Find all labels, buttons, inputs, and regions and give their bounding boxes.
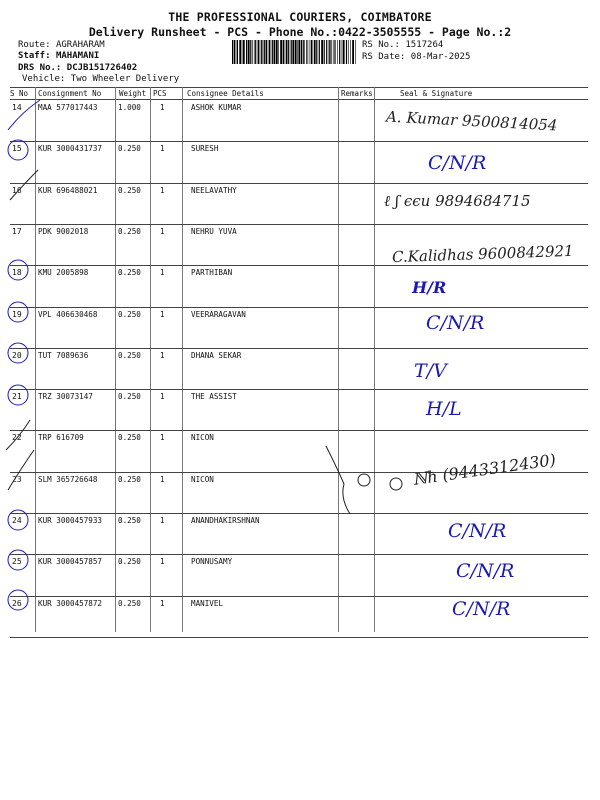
- table-top-border: [10, 87, 588, 88]
- rs-date-value: 08-Mar-2025: [410, 52, 471, 62]
- cell-consignment: KUR 3000457872: [38, 598, 103, 608]
- drs-label: DRS No.:: [18, 63, 62, 73]
- barcode-bar: [316, 40, 317, 64]
- remark-row-15: C/N/R: [428, 152, 487, 174]
- cell-consignee: NEELAVATHY: [191, 185, 237, 195]
- barcode-bar: [243, 40, 245, 64]
- barcode-bar: [348, 40, 349, 64]
- signature-row-17: C.Kalidhas 9600842921: [391, 241, 574, 267]
- barcode-bar: [255, 40, 256, 64]
- barcode-bar: [283, 40, 285, 64]
- barcode-bar: [352, 40, 354, 64]
- row-divider: [10, 637, 588, 638]
- cell-consignment: SLM 365726648: [38, 474, 98, 484]
- barcode-bar: [276, 40, 278, 64]
- barcode-bar: [237, 40, 238, 64]
- rs-no-line: [362, 40, 443, 50]
- cell-weight: 0.250: [118, 598, 141, 608]
- th-weight: Weight: [119, 89, 147, 98]
- barcode-bar: [250, 40, 251, 64]
- cell-sno: 14: [12, 103, 22, 112]
- rs-date-line: [362, 52, 470, 62]
- barcode-bar: [304, 40, 305, 64]
- barcode-bar: [297, 40, 298, 64]
- staff-label: Staff:: [18, 51, 51, 61]
- cell-sno: 17: [12, 226, 22, 236]
- barcode-bar: [286, 40, 288, 64]
- cell-weight: 0.250: [118, 185, 141, 195]
- barcode-bar: [335, 40, 336, 64]
- barcode-bar: [326, 40, 327, 64]
- barcode-bar: [258, 40, 260, 64]
- barcode-bar: [321, 40, 323, 64]
- barcode-bar: [272, 40, 273, 64]
- vehicle-value: Two Wheeler Delivery: [70, 74, 180, 84]
- rs-no-value: 1517264: [405, 40, 444, 50]
- cell-consignment: KUR 696488021: [38, 185, 98, 195]
- barcode-bar: [355, 40, 356, 64]
- th-seal-signature: Seal & Signature: [400, 89, 473, 98]
- barcode-bar: [333, 40, 334, 64]
- cell-consignee: SURESH: [191, 144, 219, 154]
- table-row: [10, 265, 588, 306]
- barcode-bar: [324, 40, 325, 64]
- signature-row-23-phone: (9443312430): [441, 450, 557, 485]
- cell-sno: 19: [12, 309, 22, 319]
- barcode-bar: [246, 40, 247, 64]
- cell-pcs: 1: [160, 433, 165, 443]
- cell-sno: 20: [12, 350, 22, 360]
- cell-weight: 0.250: [118, 474, 141, 484]
- table-row: [10, 472, 588, 513]
- cell-sno: 24: [12, 516, 22, 525]
- barcode-bar: [334, 40, 335, 64]
- remark-row-18: H/R: [412, 278, 447, 297]
- barcode-bar: [337, 40, 338, 64]
- cell-sno: 18: [12, 268, 22, 278]
- barcode-bar: [288, 40, 289, 64]
- staff-line: [18, 51, 99, 61]
- cell-weight: 0.250: [118, 557, 141, 567]
- runsheet-subtitle: Delivery Runsheet - PCS - Phone No.:0422-3505555 - Page No.:2: [88, 25, 512, 39]
- remark-row-26: C/N/R: [452, 598, 511, 620]
- remark-row-19: C/N/R: [426, 312, 485, 334]
- cell-pcs: 1: [160, 144, 165, 154]
- th-consignment: Consignment No: [38, 89, 102, 98]
- barcode-bar: [309, 40, 310, 64]
- cell-consignee: ANANDHAKIRSHNAN: [191, 516, 260, 525]
- cell-weight: 0.250: [118, 226, 141, 236]
- remark-row-25: C/N/R: [456, 560, 515, 582]
- barcode-bar: [330, 40, 331, 64]
- cell-consignee: PARTHIBAN: [191, 268, 233, 278]
- barcode-bar: [242, 40, 243, 64]
- drs-line: [18, 63, 137, 73]
- cell-weight: 0.250: [118, 350, 141, 360]
- route-value: AGRAHARAM: [55, 40, 105, 50]
- cell-weight: 0.250: [118, 392, 141, 402]
- signature-row-16: [384, 192, 531, 211]
- cell-weight: 0.250: [118, 268, 141, 278]
- remark-row-20: T/V: [414, 360, 447, 382]
- table-row: [10, 141, 588, 182]
- barcode-bar: [280, 40, 282, 64]
- vehicle-line: [22, 74, 179, 84]
- cell-weight: 0.250: [118, 144, 141, 154]
- barcode-bar: [311, 40, 313, 64]
- cell-consignee: VEERARAGAVAN: [191, 309, 246, 319]
- cell-weight: 1.000: [118, 103, 141, 112]
- signature-scribble-icon: ℕħ: [411, 466, 439, 489]
- cell-weight: 0.250: [118, 516, 141, 525]
- barcode-bar: [314, 40, 316, 64]
- barcode-bar: [263, 40, 264, 64]
- table-row: [10, 348, 588, 389]
- barcode-bar: [236, 40, 237, 64]
- barcode-bar: [329, 40, 330, 64]
- barcode-bar: [346, 40, 347, 64]
- signature-row-16-phone: 9894684715: [435, 192, 531, 210]
- signature-row-14: A. Kumar 9500814054: [385, 107, 558, 135]
- th-remarks: Remarks: [341, 89, 373, 98]
- cell-pcs: 1: [160, 226, 165, 236]
- barcode-bar: [298, 40, 300, 64]
- th-pcs: PCS: [153, 89, 167, 98]
- drs-value: DCJB151726402: [66, 63, 138, 73]
- cell-sno: 26: [12, 598, 22, 608]
- remark-row-21: H/L: [426, 398, 462, 420]
- cell-consignee: THE ASSIST: [191, 392, 237, 402]
- cell-sno: 23: [12, 474, 22, 484]
- table-row: [10, 389, 588, 430]
- signature-scribble-icon: ℓ ʃ ϵϵи: [384, 192, 431, 210]
- th-consignee: Consignee Details: [187, 89, 264, 98]
- cell-pcs: 1: [160, 557, 165, 567]
- company-title: THE PROFESSIONAL COURIERS, COIMBATORE: [168, 10, 432, 24]
- rs-no-label: RS No.:: [362, 40, 400, 50]
- barcode-bar: [350, 40, 351, 64]
- barcode-bar: [291, 40, 292, 64]
- barcode-bar: [343, 40, 345, 64]
- cell-consignment: KUR 3000457933: [38, 516, 103, 525]
- route-line: [18, 40, 105, 50]
- route-label: Route:: [18, 40, 51, 50]
- barcode-bar: [274, 40, 276, 64]
- cell-consignment: TRZ 30073147: [38, 392, 93, 402]
- vehicle-label: Vehicle:: [22, 74, 66, 84]
- cell-pcs: 1: [160, 392, 165, 402]
- barcode-bar: [339, 40, 340, 64]
- cell-pcs: 1: [160, 268, 165, 278]
- cell-consignment: KUR 3000431737: [38, 144, 103, 154]
- barcode-bar: [232, 40, 233, 64]
- barcode-bar: [266, 40, 268, 64]
- cell-consignee: NICON: [191, 433, 214, 443]
- barcode-bar: [319, 40, 320, 64]
- barcode-bar: [248, 40, 250, 64]
- barcode-bar: [342, 40, 343, 64]
- cell-consignment: KMU 2005898: [38, 268, 89, 278]
- cell-consignee: NEHRU YUVA: [191, 226, 237, 236]
- cell-sno: 16: [12, 185, 22, 195]
- cell-pcs: 1: [160, 185, 165, 195]
- barcode-bar: [234, 40, 235, 64]
- runsheet-table: [10, 87, 588, 632]
- th-sno: S No: [10, 89, 29, 98]
- cell-sno: 25: [12, 557, 22, 567]
- cell-consignee: ASHOK KUMAR: [191, 103, 242, 112]
- rs-date-label: RS Date:: [362, 52, 406, 62]
- barcode-bar: [303, 40, 304, 64]
- cell-pcs: 1: [160, 350, 165, 360]
- cell-consignee: NICON: [191, 474, 214, 484]
- barcode-bar: [278, 40, 279, 64]
- barcode-bar: [269, 40, 271, 64]
- cell-consignee: MANIVEL: [191, 598, 224, 608]
- barcode-bar: [252, 40, 253, 64]
- barcode-bar: [239, 40, 241, 64]
- cell-weight: 0.250: [118, 433, 141, 443]
- cell-consignment: TUT 7089636: [38, 350, 89, 360]
- barcode-bar: [292, 40, 294, 64]
- barcode-bar: [261, 40, 262, 64]
- cell-consignee: DHANA SEKAR: [191, 350, 242, 360]
- barcode: [232, 40, 356, 64]
- table-row: [10, 307, 588, 348]
- cell-pcs: 1: [160, 598, 165, 608]
- cell-pcs: 1: [160, 474, 165, 484]
- cell-sno: 22: [12, 433, 22, 443]
- cell-pcs: 1: [160, 516, 165, 525]
- cell-pcs: 1: [160, 309, 165, 319]
- barcode-bar: [295, 40, 297, 64]
- barcode-bar: [301, 40, 302, 64]
- barcode-bar: [264, 40, 265, 64]
- cell-consignment: MAA 577017443: [38, 103, 98, 112]
- staff-value: MAHAMANI: [55, 51, 100, 61]
- cell-sno: 21: [12, 392, 22, 402]
- cell-consignment: TRP 616709: [38, 433, 84, 443]
- barcode-bar: [306, 40, 307, 64]
- cell-sno: 15: [12, 144, 22, 154]
- cell-consignment: KUR 3000457857: [38, 557, 103, 567]
- cell-consignee: PONNUSAMY: [191, 557, 233, 567]
- remark-row-24: C/N/R: [448, 520, 507, 542]
- cell-consignment: VPL 406630468: [38, 309, 98, 319]
- barcode-bar: [254, 40, 255, 64]
- cell-weight: 0.250: [118, 309, 141, 319]
- cell-pcs: 1: [160, 103, 165, 112]
- cell-consignment: PDK 9002018: [38, 226, 89, 236]
